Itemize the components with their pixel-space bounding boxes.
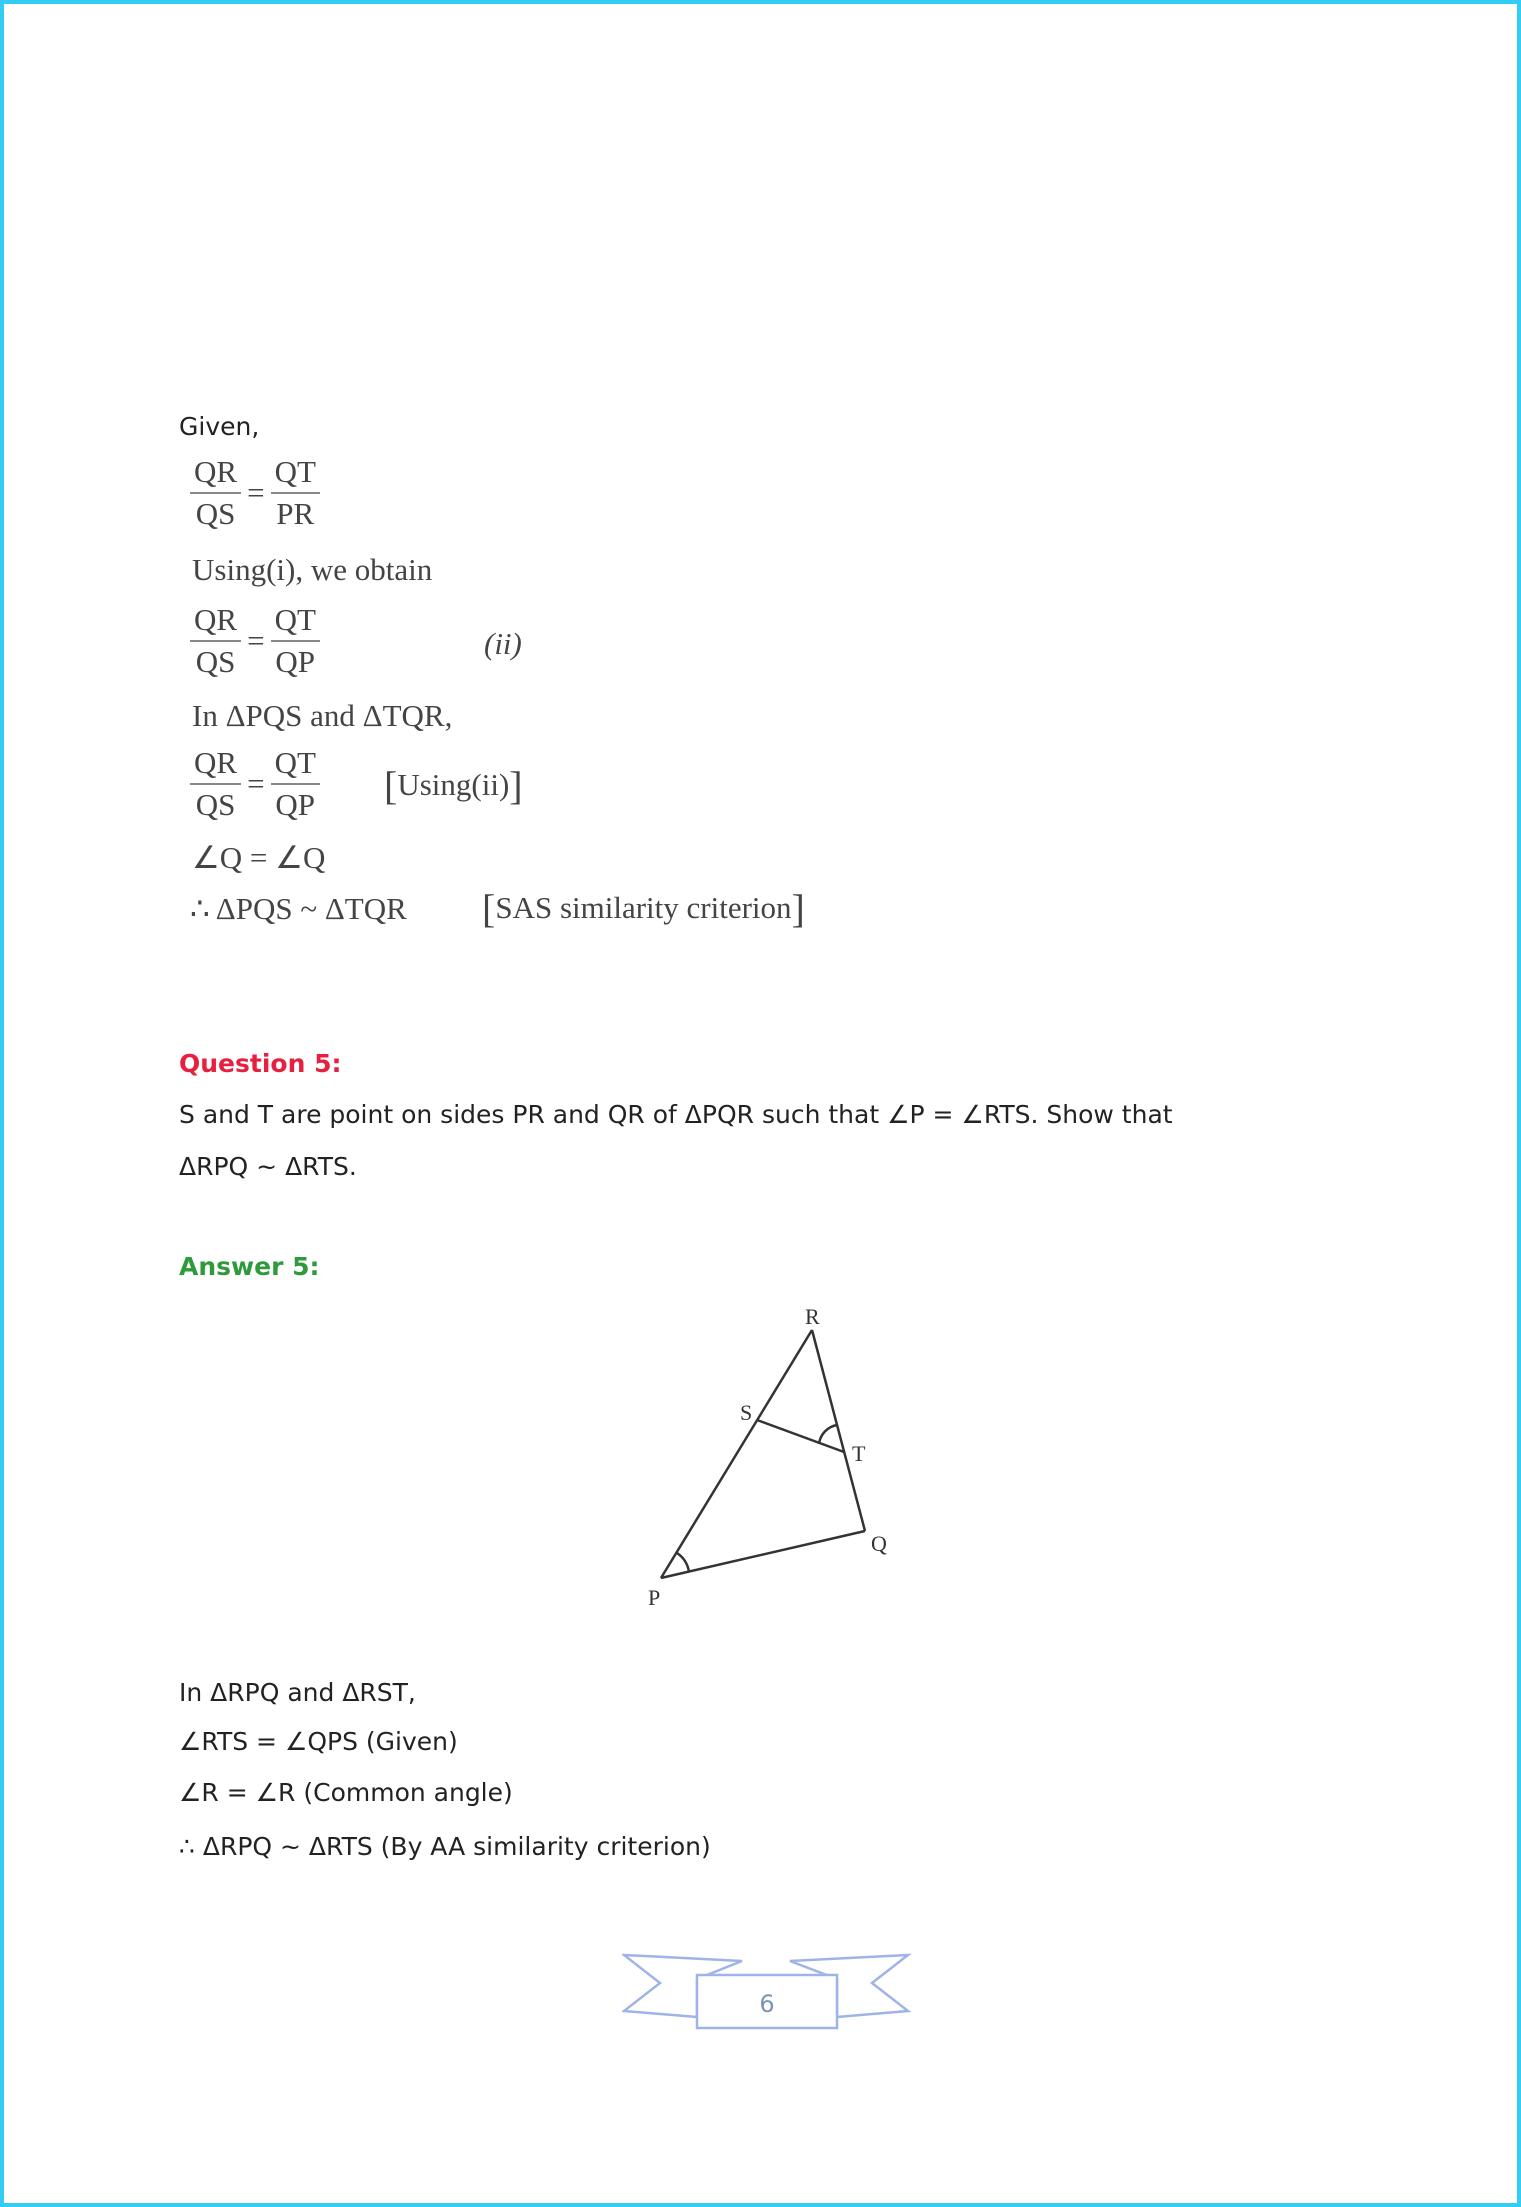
denominator: QP (275, 643, 316, 679)
angle-q-equality: ∠Q = ∠Q (192, 840, 326, 875)
sas-conclusion: ∴ ΔPQS ~ ΔTQR (190, 891, 407, 926)
question-heading: Question 5: (179, 1049, 342, 1078)
equation-label-ii: (ii) (484, 626, 522, 661)
vertex-label-s: S (740, 1400, 753, 1425)
in-triangles-text: In ΔPQS and ΔTQR, (192, 698, 453, 733)
answer-line-2: ∠RTS = ∠QPS (Given) (179, 1727, 458, 1756)
angle-t-arc (819, 1425, 837, 1444)
numerator: QT (271, 604, 320, 642)
denominator: QS (195, 495, 236, 531)
denominator: PR (276, 495, 315, 531)
denominator: QP (275, 786, 316, 822)
answer-line-1: In ΔRPQ and ΔRST, (179, 1678, 416, 1707)
equals-sign: = (247, 475, 265, 511)
answer-line-3: ∠R = ∠R (Common angle) (179, 1778, 513, 1807)
given-label: Given, (179, 412, 260, 441)
segment-st (757, 1420, 844, 1452)
vertex-label-p: P (648, 1585, 661, 1610)
numerator: QR (190, 747, 241, 785)
numerator: QT (271, 747, 320, 785)
side-pr (661, 1330, 812, 1578)
using-ii-text: Using(ii) (397, 767, 510, 802)
denominator: QS (195, 643, 236, 679)
vertex-label-t: T (852, 1441, 866, 1466)
side-rq (812, 1330, 865, 1531)
sas-reason-text: SAS similarity criterion (495, 890, 792, 925)
page-number: 6 (759, 1990, 775, 2018)
vertex-label-r: R (805, 1304, 820, 1329)
denominator: QS (195, 786, 236, 822)
answer-heading: Answer 5: (179, 1252, 320, 1281)
using-ii-reason: [Using(ii)] (384, 763, 523, 808)
numerator: QT (271, 456, 320, 494)
equals-sign: = (247, 766, 265, 802)
numerator: QR (190, 604, 241, 642)
equals-sign: = (247, 623, 265, 659)
page-number-ribbon-icon (622, 1949, 912, 2031)
answer-line-4: ∴ ΔRPQ ~ ΔRTS (By AA similarity criterion) (179, 1832, 711, 1861)
vertex-label-q: Q (871, 1531, 887, 1556)
using-i-text: Using(i), we obtain (192, 552, 433, 587)
question-text-line-2: ΔRPQ ~ ΔRTS. (179, 1152, 357, 1181)
angle-p-arc (677, 1553, 689, 1572)
sas-reason: [SAS similarity criterion] (482, 886, 805, 931)
side-pq (661, 1531, 865, 1578)
question-text-line-1: S and T are point on sides PR and QR of ΔPQR such that ∠P = ∠RTS. Show that (179, 1100, 1173, 1129)
triangle-diagram (4, 4, 1521, 2207)
numerator: QR (190, 456, 241, 494)
